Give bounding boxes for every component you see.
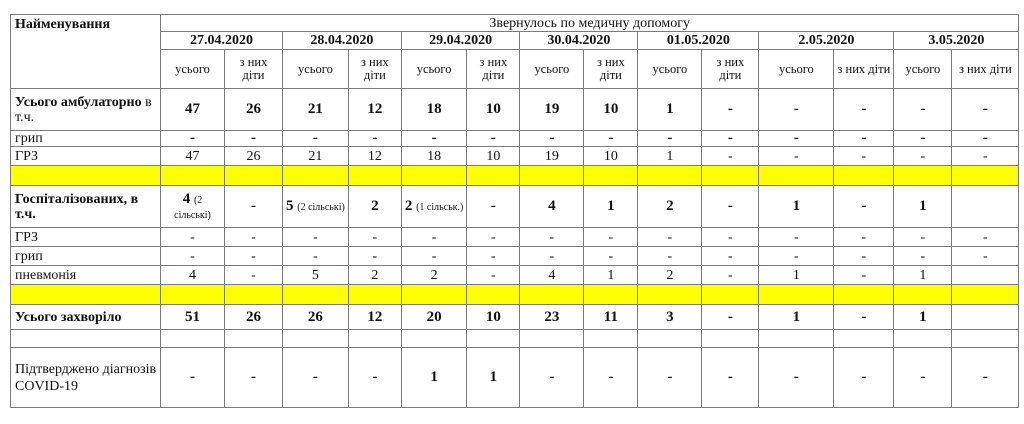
table-cell (161, 186, 225, 228)
cell-value: 5 (286, 198, 294, 214)
table-cell: - (401, 131, 467, 147)
table-cell: - (702, 147, 759, 166)
table-cell: - (702, 228, 759, 247)
table-cell: - (520, 228, 584, 247)
table-cell: - (225, 247, 283, 266)
cell-note: (1 сільськ.) (416, 202, 464, 213)
table-cell: - (638, 348, 702, 408)
table-cell: 3 (638, 305, 702, 330)
table-cell: - (759, 147, 834, 166)
subheader-total: усього (520, 50, 584, 89)
row-label: грип (11, 131, 161, 147)
table-cell: - (225, 266, 283, 285)
table-cell: - (952, 89, 1019, 131)
table-cell: 5 (283, 266, 349, 285)
table-cell: - (702, 186, 759, 228)
table-cell: 1 (467, 348, 520, 408)
table-cell: - (225, 228, 283, 247)
table-cell: - (348, 348, 401, 408)
table-cell: - (834, 131, 894, 147)
table-cell (952, 186, 1019, 228)
table-cell: 4 (520, 186, 584, 228)
table-cell: 1 (759, 186, 834, 228)
table-cell (401, 186, 467, 228)
table-cell: - (584, 228, 638, 247)
table-cell: 26 (283, 305, 349, 330)
row-label-rest: в т.ч. (15, 94, 152, 125)
table-cell: 2 (638, 186, 702, 228)
table-cell: 10 (467, 305, 520, 330)
table-cell: - (702, 305, 759, 330)
table-cell: - (759, 247, 834, 266)
table-cell: - (161, 131, 225, 147)
table-cell: 47 (161, 147, 225, 166)
table-cell: - (467, 131, 520, 147)
table-cell: 1 (894, 186, 952, 228)
table-cell: 11 (584, 305, 638, 330)
table-cell: - (759, 89, 834, 131)
row-pneumonia (11, 266, 1019, 285)
table-cell: 47 (161, 89, 225, 131)
table-cell: - (952, 348, 1019, 408)
table-cell: - (952, 228, 1019, 247)
empty-row (11, 330, 1019, 348)
table-cell: 10 (467, 147, 520, 166)
table-cell: 1 (584, 266, 638, 285)
table-cell: - (467, 186, 520, 228)
table-cell: - (894, 228, 952, 247)
table-cell: - (702, 89, 759, 131)
table-cell: 26 (225, 305, 283, 330)
table-cell: - (520, 247, 584, 266)
table-cell: - (467, 247, 520, 266)
cell-value: 4 (182, 190, 191, 207)
table-cell: - (702, 131, 759, 147)
table-cell: - (834, 348, 894, 408)
table-cell: 10 (584, 147, 638, 166)
table-cell: - (702, 266, 759, 285)
header-title: Звернулось по медичну допомогу (161, 15, 1019, 32)
table-cell: 1 (638, 89, 702, 131)
date-header: 3.05.2020 (894, 32, 1019, 50)
table-cell: 10 (467, 89, 520, 131)
cell-value: 2 (404, 198, 413, 214)
table-cell (952, 305, 1019, 330)
table-cell: 26 (225, 147, 283, 166)
table-cell (952, 266, 1019, 285)
row-hosp-ari (11, 228, 1019, 247)
table-cell: - (834, 266, 894, 285)
table-cell: 2 (348, 186, 401, 228)
row-total-sick (11, 305, 1019, 330)
table-cell (283, 186, 349, 228)
header-row-title (11, 15, 1019, 32)
table-cell: 2 (401, 266, 467, 285)
table-cell: 21 (283, 89, 349, 131)
table-cell: 1 (894, 305, 952, 330)
subheader-total: усього (161, 50, 225, 89)
table-cell: - (401, 228, 467, 247)
table-cell: - (952, 147, 1019, 166)
table-cell: - (467, 266, 520, 285)
row-hospitalized (11, 186, 1019, 228)
table-cell: 18 (401, 147, 467, 166)
table-cell: - (702, 348, 759, 408)
row-label: грип (11, 247, 161, 266)
cell-note: (2 сільські) (174, 194, 211, 221)
header-row-dates (11, 32, 1019, 50)
table-cell: - (894, 348, 952, 408)
table-cell: 4 (161, 266, 225, 285)
table-cell: - (348, 247, 401, 266)
table-cell: - (161, 348, 225, 408)
table-cell: - (283, 228, 349, 247)
subheader-total: усього (894, 50, 952, 89)
table-cell: 19 (520, 89, 584, 131)
table-cell: 1 (894, 266, 952, 285)
table-cell: 21 (283, 147, 349, 166)
table-cell: - (834, 186, 894, 228)
table-cell: - (834, 228, 894, 247)
table-cell: 1 (584, 186, 638, 228)
table-cell: 12 (348, 147, 401, 166)
table-cell: - (702, 247, 759, 266)
row-label: Госпіталізованих, в т.ч. (11, 186, 161, 228)
row-ari (11, 147, 1019, 166)
column-header-name: Найменування (11, 15, 161, 89)
table-cell: 10 (584, 89, 638, 131)
date-header: 27.04.2020 (161, 32, 283, 50)
row-flu (11, 131, 1019, 147)
highlight-separator-row (11, 166, 1019, 186)
table-cell: 1 (401, 348, 467, 408)
subheader-total: усього (638, 50, 702, 89)
table-cell: 2 (348, 266, 401, 285)
row-label (11, 89, 161, 131)
subheader-kids: з них діти (467, 50, 520, 89)
row-label: ГРЗ (11, 228, 161, 247)
table-cell: - (894, 89, 952, 131)
table-cell: - (225, 131, 283, 147)
table-cell: - (952, 247, 1019, 266)
table-cell: - (283, 348, 349, 408)
table-cell: - (520, 131, 584, 147)
subheader-kids: з них діти (225, 50, 283, 89)
table-cell: - (834, 305, 894, 330)
table-cell: - (520, 348, 584, 408)
subheader-total: усього (401, 50, 467, 89)
date-header: 01.05.2020 (638, 32, 759, 50)
table-cell: - (638, 228, 702, 247)
cell-note: (2 сільські) (297, 202, 345, 213)
table-cell: - (584, 247, 638, 266)
table-cell: - (584, 131, 638, 147)
row-label: Усього захворіло (11, 305, 161, 330)
date-header: 30.04.2020 (520, 32, 638, 50)
table-cell: 23 (520, 305, 584, 330)
table-cell: 12 (348, 305, 401, 330)
highlight-separator-row (11, 285, 1019, 305)
date-header: 29.04.2020 (401, 32, 520, 50)
table-cell: - (348, 131, 401, 147)
table-cell: - (834, 89, 894, 131)
row-label: ГРЗ (11, 147, 161, 166)
table-cell: 1 (638, 147, 702, 166)
table-cell: 26 (225, 89, 283, 131)
table-cell: - (401, 247, 467, 266)
date-header: 28.04.2020 (283, 32, 402, 50)
table-cell: - (638, 131, 702, 147)
subheader-kids: з них діти (834, 50, 894, 89)
header-row-sub (11, 50, 1019, 89)
table-cell: - (161, 228, 225, 247)
table-cell: - (894, 131, 952, 147)
subheader-kids: з них діти (348, 50, 401, 89)
table-cell: - (759, 131, 834, 147)
row-label: Підтверджено діагнозів COVID-19 (11, 348, 161, 408)
table-cell: - (283, 131, 349, 147)
table-cell: 1 (759, 305, 834, 330)
table-cell: 20 (401, 305, 467, 330)
table-cell: - (584, 348, 638, 408)
table-cell: 18 (401, 89, 467, 131)
subheader-total: усього (283, 50, 349, 89)
table-cell: 2 (638, 266, 702, 285)
table-cell: - (894, 147, 952, 166)
table-cell: 12 (348, 89, 401, 131)
table-cell: - (638, 247, 702, 266)
table-cell: - (467, 228, 520, 247)
subheader-kids: з них діти (702, 50, 759, 89)
table-cell: 4 (520, 266, 584, 285)
table-cell: - (225, 348, 283, 408)
row-hosp-flu (11, 247, 1019, 266)
row-label-bold: Усього амбулаторно (15, 94, 142, 110)
table-cell: - (952, 131, 1019, 147)
table-cell: - (283, 247, 349, 266)
table-cell: - (834, 147, 894, 166)
table-cell: - (348, 228, 401, 247)
date-header: 2.05.2020 (759, 32, 894, 50)
row-covid-confirmed (11, 348, 1019, 408)
medical-care-table (10, 14, 1019, 408)
table-cell: - (759, 348, 834, 408)
row-total-outpatient (11, 89, 1019, 131)
subheader-kids: з них діти (952, 50, 1019, 89)
table-cell: - (225, 186, 283, 228)
subheader-kids: з них діти (584, 50, 638, 89)
table-cell: 51 (161, 305, 225, 330)
table-cell: - (834, 247, 894, 266)
subheader-total: усього (759, 50, 834, 89)
table-cell: 1 (759, 266, 834, 285)
row-label: пневмонія (11, 266, 161, 285)
table-cell: - (759, 228, 834, 247)
table-cell: - (894, 247, 952, 266)
table-cell: 19 (520, 147, 584, 166)
table-cell: - (161, 247, 225, 266)
